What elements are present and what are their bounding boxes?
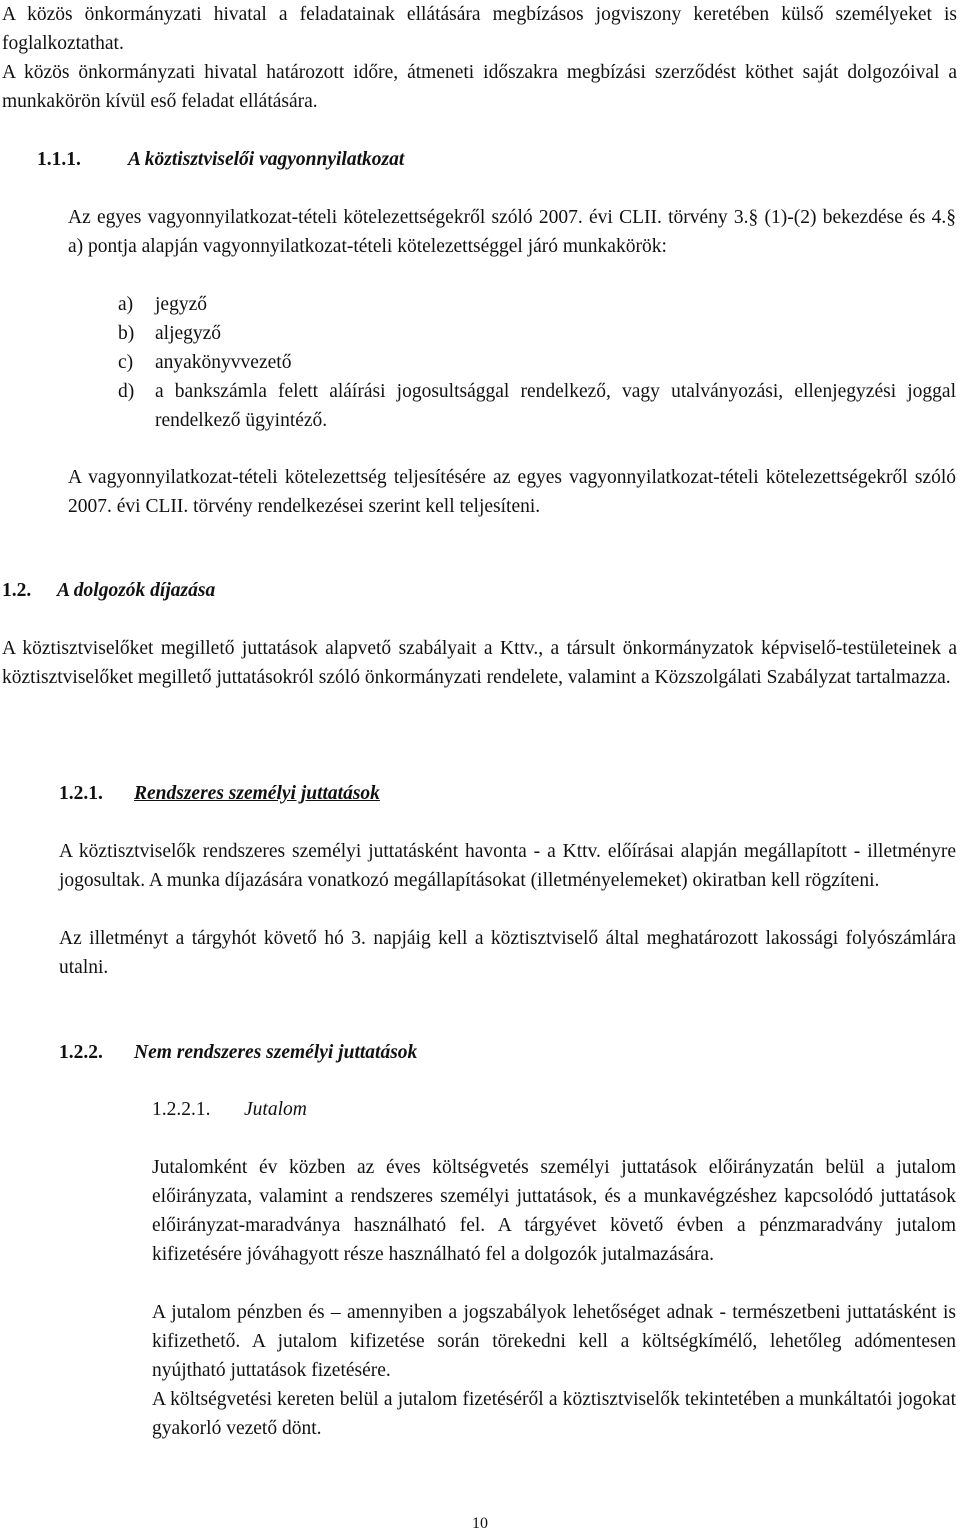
bonus-paragraph-2: A jutalom pénzben és – amennyiben a jogszabályok lehetőséget adnak - természetbeni juttatásként is kifizethető. A jutalom kifizetése során törekedni kell a költségkímélő, lehetőleg adómentesen nyújtható juttatások fizetésére. bbox=[152, 1302, 956, 1381]
section-number: 1.1.1. bbox=[37, 149, 81, 170]
list-item bbox=[118, 377, 956, 435]
page-number: 10 bbox=[472, 1515, 488, 1532]
section-number: 1.2.1. bbox=[59, 783, 103, 804]
regular-allowances-paragraph-1: A köztisztviselők rendszeres személyi juttatásként havonta - a Kttv. előírásai alapján megállapított - illetményre jogosultak. A munka díjazására vonatkozó megállapításokat (illetményelemeket) okiratban kell rögzíteni. bbox=[59, 841, 956, 891]
bonus-paragraph-1: Jutalomként év közben az éves költségvetés személyi juttatások előirányzatán belül a jutalom előirányzata, valamint a rendszeres személyi juttatások, és a munkavégzéshez kapcsolódó juttatások előirányzat-maradványa használható fel. A tárgyévet követő évben a pénzmaradvány jutalom kifizetésére jóváhagyott része használható fel a dolgozók jutalmazására. bbox=[152, 1157, 956, 1265]
regular-allowances-paragraph-2: Az illetményt a tárgyhót követő hó 3. napjáig kell a köztisztviselő által meghatározott lakossági folyószámlára utalni. bbox=[59, 928, 956, 978]
list-item-text: aljegyző bbox=[155, 323, 222, 344]
bonus-paragraph-3: A költségvetési kereten belül a jutalom fizetéséről a köztisztviselők tekintetében a munkáltatói jogokat gyakorló vezető dönt. bbox=[152, 1389, 956, 1439]
asset-declaration-fulfilment-paragraph: A vagyonnyilatkozat-tételi kötelezettség teljesítésére az egyes vagyonnyilatkozat-tételi kötelezettségekről szóló 2007. évi CLII. törvény rendelkezései szerint kell teljesíteni. bbox=[68, 467, 956, 517]
remuneration-paragraph: A köztisztviselőket megillető juttatások alapvető szabályait a Kttv., a társult önkormányzatok képviselő-testületeinek a köztisztviselőket megillető juttatásokról szóló önkormányzati rendelete, valamint a Közszolgálati Szabályzat tartalmazza. bbox=[2, 638, 957, 688]
section-heading-1-1-1 bbox=[37, 145, 937, 174]
section-heading-1-2-1 bbox=[59, 779, 939, 808]
list-item-text: jegyző bbox=[155, 294, 207, 315]
section-number: 1.2. bbox=[2, 580, 32, 601]
list-item-label: b) bbox=[118, 323, 135, 344]
section-heading-1-2-2-1 bbox=[152, 1095, 932, 1124]
intro-paragraph-2: A közös önkormányzati hivatal határozott időre, átmeneti időszakra megbízási szerződést köthet saját dolgozóival a munkakörön kívül eső feladat ellátására. bbox=[2, 62, 957, 112]
list-item bbox=[118, 290, 956, 319]
list-item-label: a) bbox=[118, 294, 134, 315]
list-item-text: a bankszámla felett aláírási jogosultsággal rendelkező, vagy utalványozási, ellenjegyzési joggal rendelkező ügyintéző. bbox=[155, 381, 956, 431]
section-heading-1-2-2 bbox=[59, 1038, 939, 1067]
list-item-label: c) bbox=[118, 352, 134, 373]
section-title: Jutalom bbox=[244, 1099, 307, 1120]
intro-paragraph-1: A közös önkormányzati hivatal a feladatainak ellátására megbízásos jogviszony keretében külső személyeket is foglalkoztathat. bbox=[2, 4, 957, 54]
section-number: 1.2.2.1. bbox=[152, 1099, 211, 1120]
section-title: A köztisztviselői vagyonnyilatkozat bbox=[128, 149, 405, 170]
section-number: 1.2.2. bbox=[59, 1042, 103, 1063]
section-title: Nem rendszeres személyi juttatások bbox=[134, 1042, 418, 1063]
list-item bbox=[118, 319, 956, 348]
section-heading-1-2 bbox=[2, 576, 902, 605]
list-item bbox=[118, 348, 956, 377]
list-item-label: d) bbox=[118, 381, 135, 402]
asset-declaration-paragraph: Az egyes vagyonnyilatkozat-tételi kötelezettségekről szóló 2007. évi CLII. törvény 3.§ (1)-(2) bekezdése és 4.§ a) pontja alapján vagyonnyilatkozat-tételi kötelezettséggel járó munkakörök: bbox=[68, 207, 956, 257]
section-title: Rendszeres személyi juttatások bbox=[134, 783, 380, 804]
section-title: A dolgozók díjazása bbox=[57, 580, 216, 601]
list-item-text: anyakönyvvezető bbox=[155, 352, 292, 373]
position-list bbox=[118, 290, 956, 435]
